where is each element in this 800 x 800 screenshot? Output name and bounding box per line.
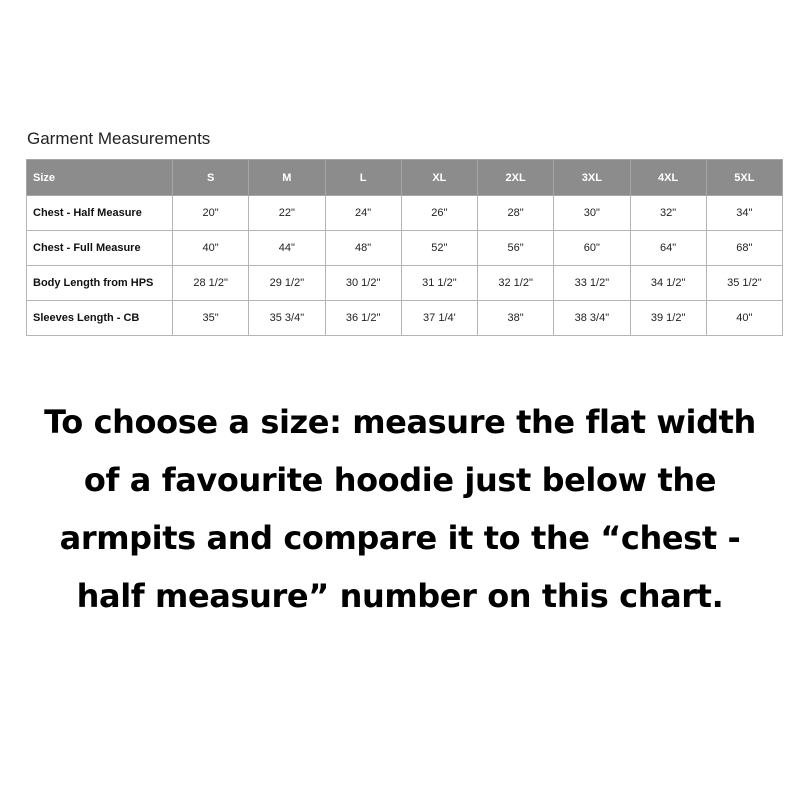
table-cell: 40": [706, 301, 782, 336]
table-header-row: [27, 160, 783, 196]
table-cell: 35": [173, 301, 249, 336]
table-cell: 32": [630, 196, 706, 231]
table-cell: 28 1/2": [173, 266, 249, 301]
table-row-chest-full: [27, 231, 783, 266]
table-cell: 35 1/2": [706, 266, 782, 301]
table-cell: 32 1/2": [478, 266, 554, 301]
table-cell: 38": [478, 301, 554, 336]
table-row-chest-half: [27, 196, 783, 231]
table-cell: 39 1/2": [630, 301, 706, 336]
size-instructions: [10, 393, 790, 625]
row-label: Sleeves Length - CB: [27, 301, 173, 336]
table-cell: 68": [706, 231, 782, 266]
header-cell-2xl: 2XL: [478, 160, 554, 196]
table-cell: 26": [401, 196, 477, 231]
table-cell: 28": [478, 196, 554, 231]
table-cell: 56": [478, 231, 554, 266]
table-title: Garment Measurements: [27, 129, 211, 148]
header-cell-m: M: [249, 160, 325, 196]
table-cell: 35 3/4": [249, 301, 325, 336]
table-cell: 24": [325, 196, 401, 231]
table-cell: 36 1/2": [325, 301, 401, 336]
table-cell: 20": [173, 196, 249, 231]
header-cell-5xl: 5XL: [706, 160, 782, 196]
table-cell: 34 1/2": [630, 266, 706, 301]
table-cell: 34": [706, 196, 782, 231]
header-cell-size: Size: [27, 160, 173, 196]
table-cell: 60": [554, 231, 630, 266]
table-cell: 30 1/2": [325, 266, 401, 301]
table-cell: 40": [173, 231, 249, 266]
table-cell: 22": [249, 196, 325, 231]
row-label: Body Length from HPS: [27, 266, 173, 301]
header-cell-xl: XL: [401, 160, 477, 196]
header-cell-s: S: [173, 160, 249, 196]
instruction-line: half measure” number on this chart.: [76, 577, 724, 615]
header-cell-3xl: 3XL: [554, 160, 630, 196]
row-label: Chest - Full Measure: [27, 231, 173, 266]
table-cell: 48": [325, 231, 401, 266]
header-cell-l: L: [325, 160, 401, 196]
table-cell: 31 1/2": [401, 266, 477, 301]
table-cell: 37 1/4': [401, 301, 477, 336]
table-cell: 33 1/2": [554, 266, 630, 301]
instruction-line: of a favourite hoodie just below the: [83, 461, 717, 499]
table-cell: 30": [554, 196, 630, 231]
table-row-body-length: [27, 266, 783, 301]
header-cell-4xl: 4XL: [630, 160, 706, 196]
table-cell: 52": [401, 231, 477, 266]
table-cell: 29 1/2": [249, 266, 325, 301]
table-row-sleeves-length: [27, 301, 783, 336]
instruction-line: To choose a size: measure the flat width: [44, 403, 756, 441]
instruction-line: armpits and compare it to the “chest -: [59, 519, 741, 557]
table-cell: 44": [249, 231, 325, 266]
measurements-table: [26, 159, 783, 336]
row-label: Chest - Half Measure: [27, 196, 173, 231]
table-cell: 64": [630, 231, 706, 266]
table-cell: 38 3/4": [554, 301, 630, 336]
